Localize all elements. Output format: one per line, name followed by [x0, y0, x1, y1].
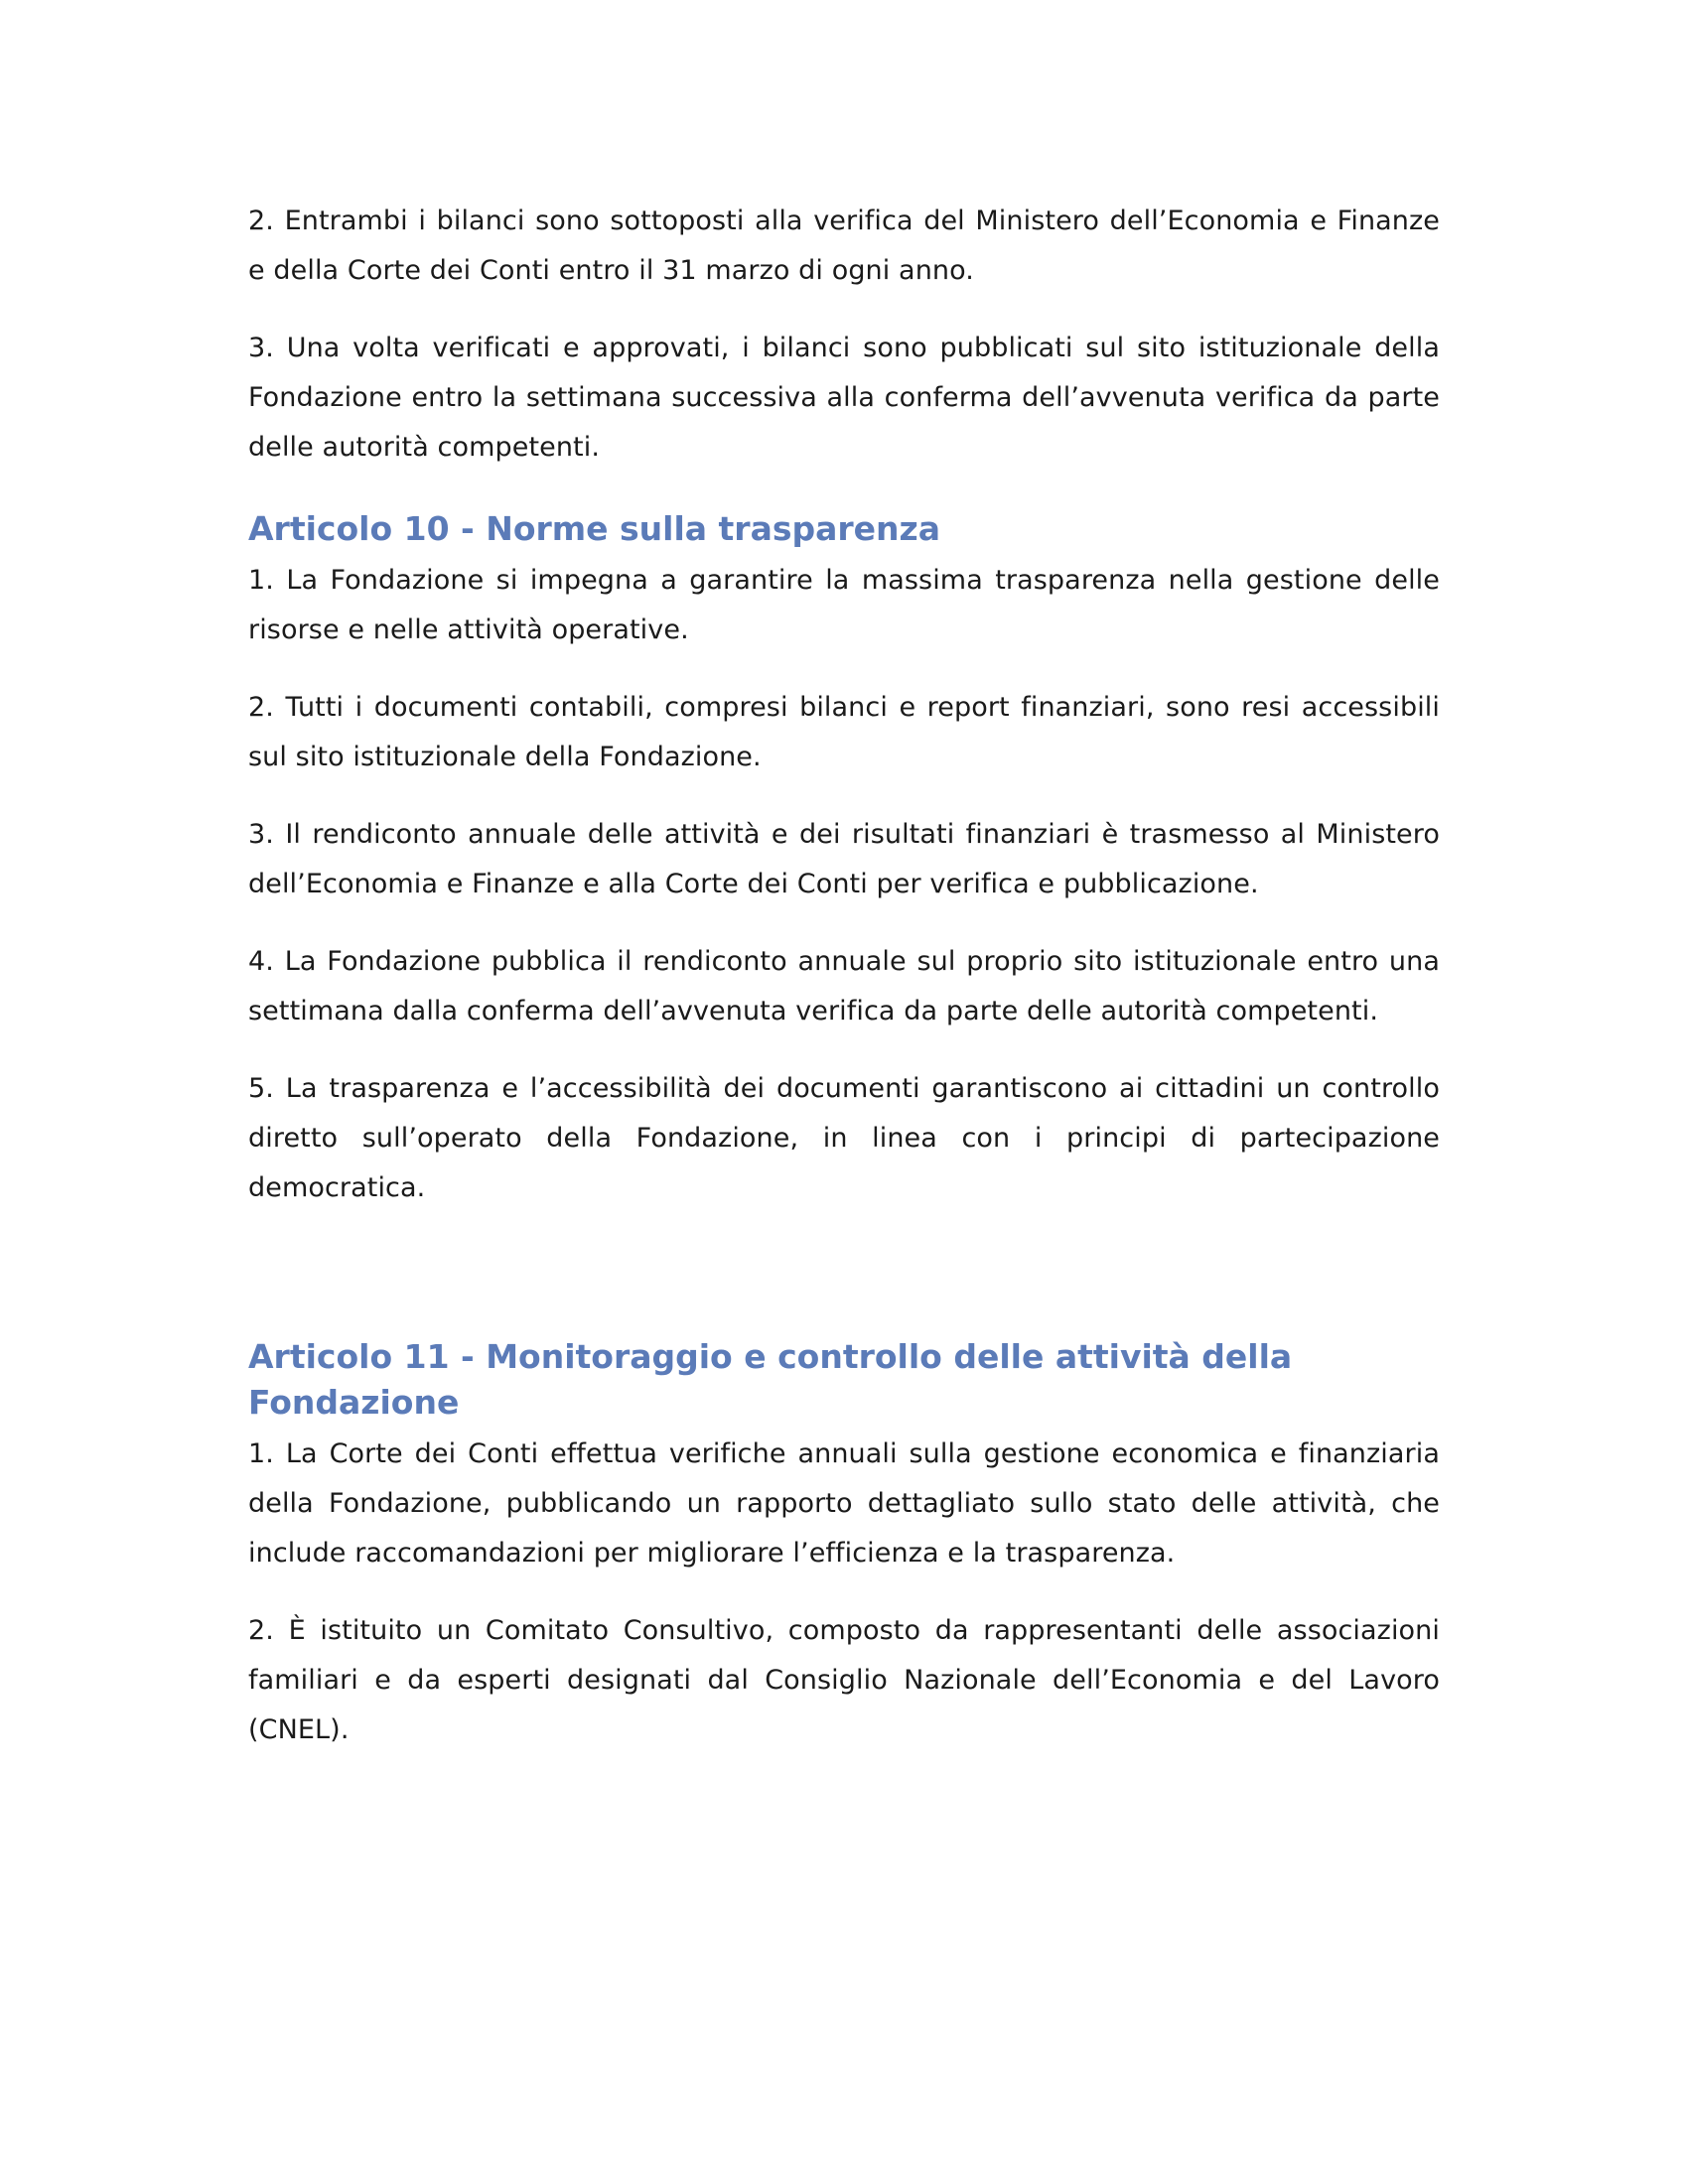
- article-10-paragraph-1: 1. La Fondazione si impegna a garantire la massima trasparenza nella gestione delle risorse e nelle attività operative.: [248, 565, 1440, 645]
- article-11-paragraph-2: 2. È istituito un Comitato Consultivo, composto da rappresentanti delle associazioni familiari e da esperti designati dal Consiglio Nazionale dell’Economia e del Lavoro (CNEL).: [248, 1615, 1440, 1745]
- paragraph-intro-2: 2. Entrambi i bilanci sono sottoposti alla verifica del Ministero dell’Economia e Finanze e della Corte dei Conti entro il 31 marzo di ogni anno.: [248, 205, 1440, 286]
- article-11-heading: Articolo 11 - Monitoraggio e controllo delle attività della Fondazione: [248, 1337, 1293, 1422]
- article-10-paragraph-3: 3. Il rendiconto annuale delle attività e dei risultati finanziari è trasmesso al Ministero dell’Economia e Finanze e alla Corte dei Conti per verifica e pubblicazione.: [248, 819, 1440, 899]
- article-10-paragraph-5: 5. La trasparenza e l’accessibilità dei documenti garantiscono ai cittadini un controllo diretto sull’operato della Fondazione, in linea con i principi di partecipazione democratica.: [248, 1073, 1440, 1203]
- article-10-paragraph-2: 2. Tutti i documenti contabili, compresi bilanci e report finanziari, sono resi accessibili sul sito istituzionale della Fondazione.: [248, 692, 1440, 772]
- paragraph-intro-3: 3. Una volta verificati e approvati, i bilanci sono pubblicati sul sito istituzionale della Fondazione entro la settimana successiva alla conferma dell’avvenuta verifica da parte delle autorità competenti.: [248, 333, 1440, 463]
- document-body: [248, 197, 1440, 1783]
- article-10-paragraph-4: 4. La Fondazione pubblica il rendiconto annuale sul proprio sito istituzionale entro una settimana dalla conferma dell’avvenuta verifica da parte delle autorità competenti.: [248, 946, 1440, 1026]
- article-11-paragraph-1: 1. La Corte dei Conti effettua verifiche annuali sulla gestione economica e finanziaria della Fondazione, pubblicando un rapporto dettagliato sullo stato delle attività, che include raccomandazioni per migliorare l’efficienza e la trasparenza.: [248, 1438, 1440, 1569]
- article-10-heading: Articolo 10 - Norme sulla trasparenza: [248, 509, 941, 548]
